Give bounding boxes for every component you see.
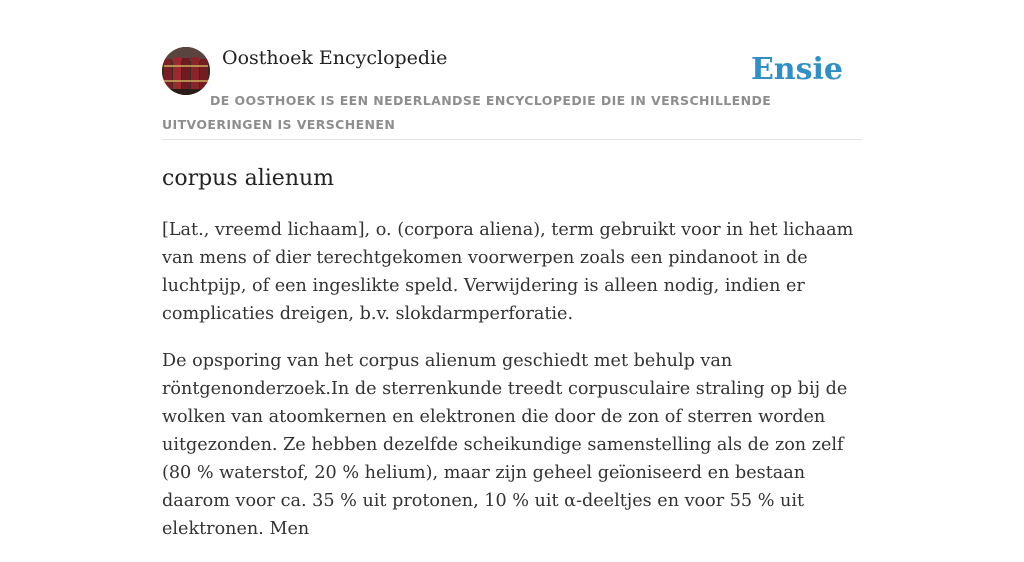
header-divider xyxy=(162,139,862,140)
article-title: corpus alienum xyxy=(162,166,335,191)
article-paragraph: De opsporing van het corpus alienum geschiedt met behulp van röntgenonderzoek.In de sterrenkunde treedt corpusculaire straling op bij de wolken van atoomkernen en elektronen die door de zon of sterren worden uitgezonden. Ze hebben dezelfde scheikundige samenstelling als de zon zelf (80 % waterstof, 20 % helium), maar zijn geheel geïoniseerd en bestaan daarom voor ca. 35 % uit protonen, 10 % uit α-deeltjes en voor 55 % uit elektronen. Men xyxy=(162,351,848,539)
article-paragraph: [Lat., vreemd lichaam], o. (corpora aliena), term gebruikt voor in het lichaam van mens of dier terechtgekomen voorwerpen zoals een pindanoot in de luchtpijp, of een ingeslikte speld. Verwijdering is alleen nodig, indien er complicaties dreigen, b.v. slokdarmperforatie. xyxy=(162,220,854,324)
books-icon xyxy=(162,47,210,95)
site-name[interactable]: Oosthoek Encyclopedie xyxy=(222,47,448,69)
avatar[interactable] xyxy=(162,47,210,95)
article-body xyxy=(162,216,862,562)
brand-logo[interactable]: Ensie xyxy=(750,52,843,87)
site-tagline: DE OOSTHOEK IS EEN NEDERLANDSE ENCYCLOPEDIE DIE IN VERSCHILLENDE UITVOERINGEN IS VERSCHENEN xyxy=(162,93,772,132)
